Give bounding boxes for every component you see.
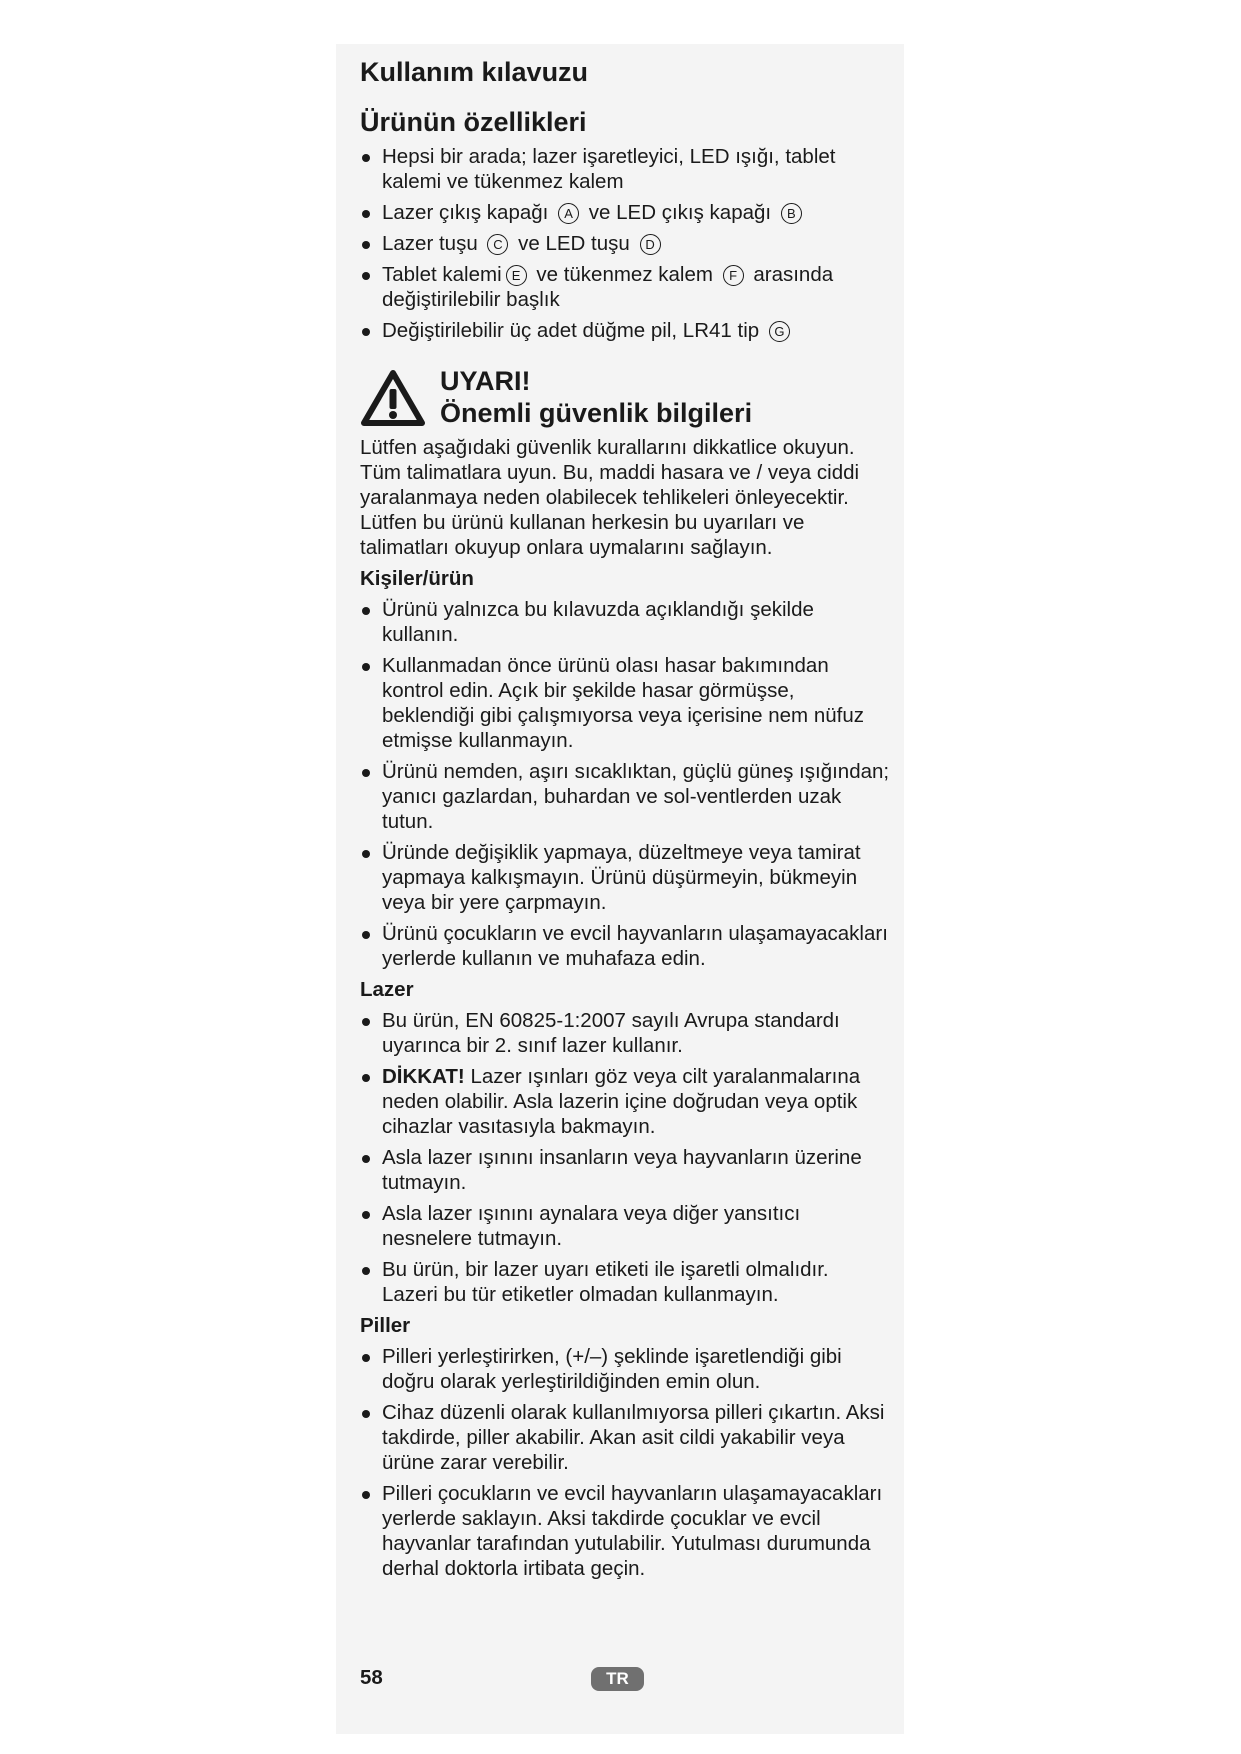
circled-letter-g: G xyxy=(769,321,790,342)
list-item: Pilleri çocukların ve evcil hayvanların ulaşamayacakları yerlerde saklayın. Aksi takdirde çocuklar ve evcil hayvanlar tarafından yutulabilir. Yutulması durumunda derhal doktorla irtibata geçin. xyxy=(360,1481,890,1581)
safety-intro: Lütfen aşağıdaki güvenlik kurallarını dikkatlice okuyun. Tüm talimatlara uyun. Bu, maddi hasara ve / veya ciddi yaralanmaya neden olabilecek tehlikeleri önleyecektir. Lütfen bu ürünü kullanan herkesin bu uyarıları ve talimatları okuyup onlara uymalarını sağlayın. xyxy=(360,436,860,559)
circled-letter-b: B xyxy=(781,203,802,224)
list-item: Üründe değişiklik yapmaya, düzeltmeye veya tamirat yapmaya kalkışmayın. Ürünü düşürmeyin, bükmeyin veya bir yere çarpmayın. xyxy=(360,840,890,915)
list-item: Asla lazer ışınını aynalara veya diğer yansıtıcı nesnelere tutmayın. xyxy=(360,1201,890,1251)
list-item: Lazer tuşu C ve LED tuşu D xyxy=(360,231,890,256)
page-number: 58 xyxy=(360,1666,383,1689)
warning-triangle-icon xyxy=(360,369,426,427)
list-item: Asla lazer ışınını insanların veya hayvanların üzerine tutmayın. xyxy=(360,1145,890,1195)
persons-heading: Kişiler/ürün xyxy=(360,567,474,590)
circled-letter-d: D xyxy=(640,234,661,255)
list-item: DİKKAT! Lazer ışınları göz veya cilt yaralanmalarına neden olabilir. Asla lazerin içine doğrudan veya optik cihazlar vasıtasıyla bakmayın. xyxy=(360,1064,890,1139)
list-item: Ürünü çocukların ve evcil hayvanların ulaşamayacakları yerlerde kullanın ve muhafaza edin. xyxy=(360,921,890,971)
list-item: Kullanmadan önce ürünü olası hasar bakımından kontrol edin. Açık bir şekilde hasar görmüşse, beklendiği gibi çalışmıyorsa veya içerisine nem nüfuz etmişse kullanmayın. xyxy=(360,653,890,753)
list-item: Bu ürün, EN 60825-1:2007 sayılı Avrupa standardı uyarınca bir 2. sınıf lazer kullanır. xyxy=(360,1008,890,1058)
list-item: Ürünü nemden, aşırı sıcaklıktan, güçlü güneş ışığından; yanıcı gazlardan, buhardan ve sol-ventlerden uzak tutun. xyxy=(360,759,890,834)
circled-letter-f: F xyxy=(723,265,744,286)
list-item: Bu ürün, bir lazer uyarı etiketi ile işaretli olmalıdır. Lazeri bu tür etiketler olmadan kullanmayın. xyxy=(360,1257,890,1307)
circled-letter-e: E xyxy=(506,265,527,286)
circled-letter-a: A xyxy=(558,203,579,224)
features-list xyxy=(360,144,890,343)
warning-title: UYARI! xyxy=(440,366,531,396)
document-title: Kullanım kılavuzu xyxy=(360,57,589,87)
list-item: Ürünü yalnızca bu kılavuzda açıklandığı şekilde kullanın. xyxy=(360,597,890,647)
batteries-list xyxy=(360,1344,890,1581)
persons-list xyxy=(360,597,890,971)
list-item: Tablet kalemi E ve tükenmez kalem F arasında değiştirilebilir başlık xyxy=(360,262,890,312)
features-heading: Ürünün özellikleri xyxy=(360,107,587,137)
laser-heading: Lazer xyxy=(360,978,414,1001)
list-item: Pilleri yerleştirirken, (+/–) şeklinde işaretlendiği gibi doğru olarak yerleştirildiğinden emin olun. xyxy=(360,1344,890,1394)
warning-header xyxy=(360,365,890,429)
batteries-heading: Piller xyxy=(360,1314,411,1337)
language-badge: TR xyxy=(591,1667,644,1691)
laser-list xyxy=(360,1008,890,1307)
list-item: Lazer çıkış kapağı A ve LED çıkış kapağı B xyxy=(360,200,890,225)
list-item: Cihaz düzenli olarak kullanılmıyorsa pilleri çıkartın. Aksi takdirde, piller akabilir. Akan asit cildi yakabilir veya ürüne zarar verebilir. xyxy=(360,1400,890,1475)
circled-letter-c: C xyxy=(487,234,508,255)
list-item: Değiştirilebilir üç adet düğme pil, LR41 tip G xyxy=(360,318,890,343)
warning-subtitle: Önemli güvenlik bilgileri xyxy=(440,398,753,428)
document-content xyxy=(360,52,890,1587)
list-item: Hepsi bir arada; lazer işaretleyici, LED ışığı, tablet kalemi ve tükenmez kalem xyxy=(360,144,890,194)
caution-label: DİKKAT! xyxy=(382,1065,465,1088)
